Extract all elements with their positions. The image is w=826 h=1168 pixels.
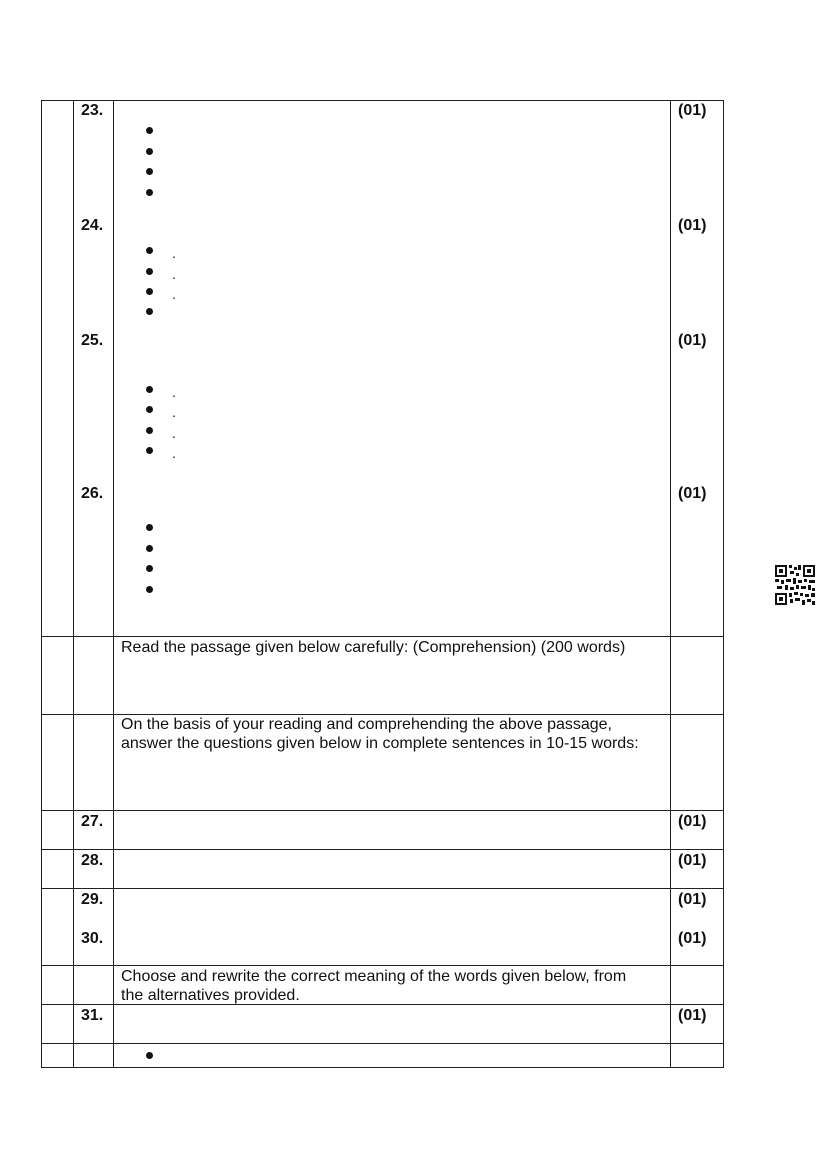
meaning-instruction-line-1: Choose and rewrite the correct meaning of the words given below, from bbox=[121, 968, 627, 985]
question-number-23: 23. bbox=[81, 102, 104, 119]
marks-31: (01) bbox=[678, 1007, 707, 1024]
question-number-27: 27. bbox=[81, 813, 104, 830]
marks-29: (01) bbox=[678, 891, 707, 908]
question-number-25: 25. bbox=[81, 332, 104, 349]
bullet-point bbox=[146, 268, 153, 275]
bullet-point bbox=[146, 427, 153, 434]
bullet-text: . bbox=[172, 286, 176, 302]
bullet-point bbox=[146, 447, 153, 454]
bullet-point bbox=[146, 148, 153, 155]
table-row-border bbox=[41, 810, 724, 811]
question-number-28: 28. bbox=[81, 852, 104, 869]
marks-23: (01) bbox=[678, 102, 707, 119]
table-row-border bbox=[41, 849, 724, 850]
bullet-point bbox=[146, 288, 153, 295]
marks-30: (01) bbox=[678, 930, 707, 947]
question-number-31: 31. bbox=[81, 1007, 104, 1024]
answer-instruction-line-2: answer the questions given below in complete sentences in 10-15 words: bbox=[121, 735, 639, 752]
bullet-point bbox=[146, 247, 153, 254]
bullet-text: . bbox=[172, 425, 176, 441]
table-column-divider-1 bbox=[73, 100, 74, 1068]
table-border-left bbox=[41, 100, 42, 1068]
bullet-point bbox=[146, 189, 153, 196]
marks-27: (01) bbox=[678, 813, 707, 830]
question-number-24: 24. bbox=[81, 217, 104, 234]
table-row-border bbox=[41, 1043, 724, 1044]
bullet-point bbox=[146, 586, 153, 593]
bullet-text: . bbox=[172, 445, 176, 461]
bullet-point bbox=[146, 524, 153, 531]
question-number-29: 29. bbox=[81, 891, 104, 908]
table-row-border bbox=[41, 636, 724, 637]
table-column-divider-3 bbox=[670, 100, 671, 1068]
bullet-point bbox=[146, 565, 153, 572]
bullet-point bbox=[146, 545, 153, 552]
table-border-right bbox=[723, 100, 724, 1068]
bullet-text: . bbox=[172, 384, 176, 400]
marks-28: (01) bbox=[678, 852, 707, 869]
bullet-text: . bbox=[172, 266, 176, 282]
marks-25: (01) bbox=[678, 332, 707, 349]
answer-instruction-line-1: On the basis of your reading and comprehending the above passage, bbox=[121, 716, 612, 733]
table-column-divider-2 bbox=[113, 100, 114, 1068]
bullet-point bbox=[146, 386, 153, 393]
table-row-border bbox=[41, 100, 724, 101]
marks-26: (01) bbox=[678, 485, 707, 502]
bullet-text: . bbox=[172, 404, 176, 420]
table-row-border bbox=[41, 714, 724, 715]
table-row-border bbox=[41, 965, 724, 966]
marks-24: (01) bbox=[678, 217, 707, 234]
table-row-border bbox=[41, 1067, 724, 1068]
bullet-text: . bbox=[172, 245, 176, 261]
bullet-point bbox=[146, 308, 153, 315]
passage-instruction: Read the passage given below carefully: (Comprehension) (200 words) bbox=[121, 639, 626, 656]
qr-code-icon bbox=[775, 565, 815, 605]
meaning-instruction-line-2: the alternatives provided. bbox=[121, 987, 300, 1004]
bullet-point bbox=[146, 406, 153, 413]
bullet-point bbox=[146, 1052, 153, 1059]
bullet-point bbox=[146, 168, 153, 175]
question-number-26: 26. bbox=[81, 485, 104, 502]
table-row-border bbox=[41, 888, 724, 889]
question-number-30: 30. bbox=[81, 930, 104, 947]
bullet-point bbox=[146, 127, 153, 134]
